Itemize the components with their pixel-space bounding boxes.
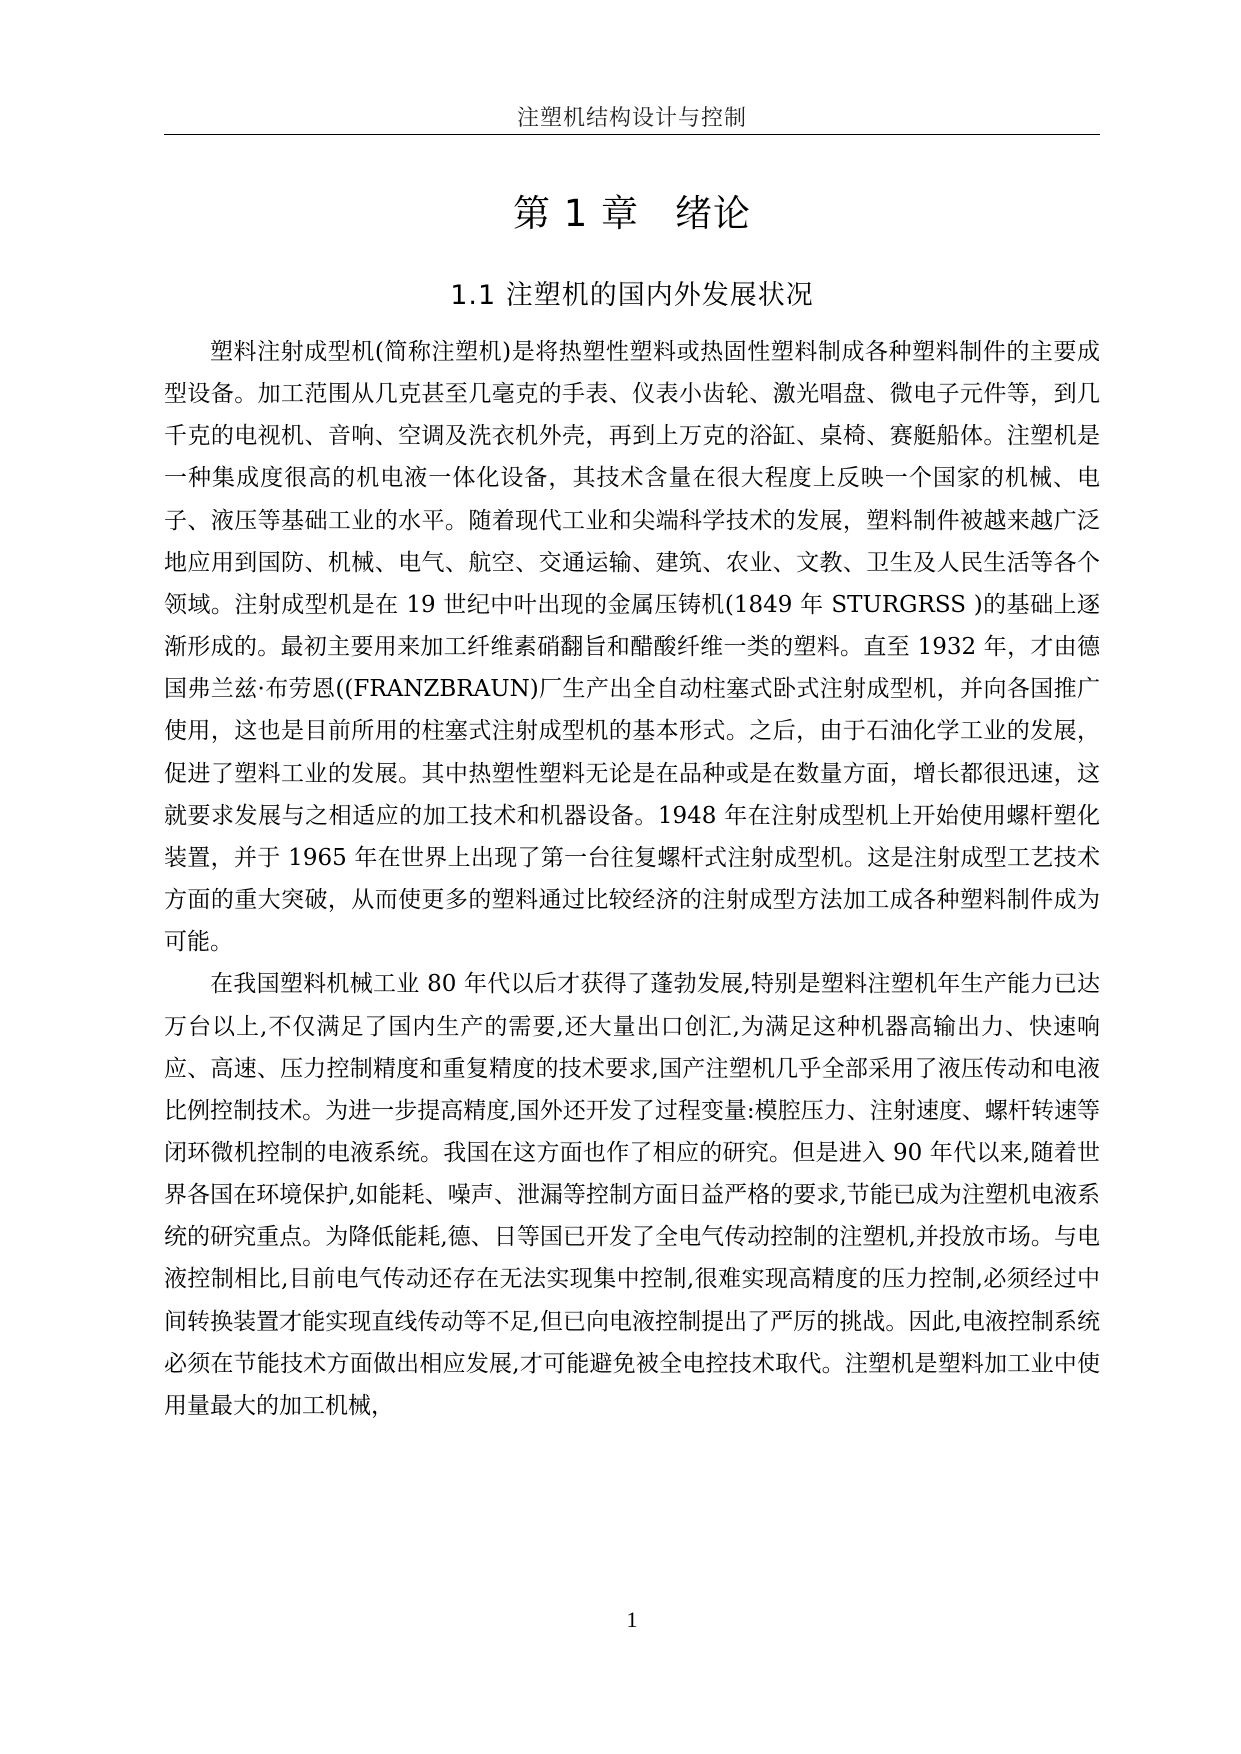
running-header: 注塑机结构设计与控制 xyxy=(516,106,747,131)
chapter-name: 绪论 xyxy=(675,192,752,235)
section-title: 1.1 注塑机的国内外发展状况 xyxy=(450,280,814,311)
paragraph: 在我国塑料机械工业 80 年代以后才获得了蓬勃发展,特别是塑料注塑机年生产能力已达万台以上,不仅满足了国内生产的需要,还大量出口创汇,为满足这种机器高输出力、快速响应、高速、压力控制精度和重复精度的技术要求,国产注塑机几乎全部采用了液压传动和电液比例控制技术。为进一步提高精度,国外还开发了过程变量:模腔压力、注射速度、螺杆转速等闭环微机控制的电液系统。我国在这方面也作了相应的研究。但是进入 90 年代以来,随着世界各国在环境保护,如能耗、噪声、泄漏等控制方面日益严格的要求,节能已成为注塑机电液系统的研究重点。为降低能耗,德、日等国已开发了全电气传动控制的注塑机,并投放市场。与电液控制相比,目前电气传动还存在无法实现集中控制,很难实现高精度的压力控制,必须经过中间转换装置才能实现直线传动等不足,但已向电液控制提出了严厉的挑战。因此,电液控制系统必须在节能技术方面做出相应发展,才可能避免被全电控技术取代。注塑机是塑料加工业中使用量最大的加工机械， xyxy=(164,971,1100,1419)
header-rule xyxy=(164,134,1100,135)
chapter-title xyxy=(164,190,1100,238)
paragraph: 塑料注射成型机(简称注塑机)是将热塑性塑料或热固性塑料制成各种塑料制件的主要成型设备。加工范围从几克甚至几毫克的手表、仪表小齿轮、激光唱盘、微电子元件等，到几千克的电视机、音响、空调及洗衣机外壳，再到上万克的浴缸、桌椅、赛艇船体。注塑机是一种集成度很高的机电液一体化设备，其技术含量在很大程度上反映一个国家的机械、电子、液压等基础工业的水平。随着现代工业和尖端科学技术的发展，塑料制件被越来越广泛地应用到国防、机械、电气、航空、交通运输、建筑、农业、文教、卫生及人民生活等各个领域。注射成型机是在 19 世纪中叶出现的金属压铸机(1849 年 STURGRSS )的基础上逐渐形成的。最初主要用来加工纤维素硝翻旨和醋酸纤维一类的塑料。直至 1932 年，才由德国弗兰兹·布劳恩((FRANZBRAUN)厂生产出全自动柱塞式卧式注射成型机，并向各国推广使用，这也是目前所用的柱塞式注射成型机的基本形式。之后，由于石油化学工业的发展，促进了塑料工业的发展。其中热塑性塑料无论是在品种或是在数量方面，增长都很迅速，这就要求发展与之相适应的加工技术和机器设备。1948 年在注射成型机上开始使用螺杆塑化装置，并于 1965 年在世界上出现了第一台往复螺杆式注射成型机。这是注射成型工艺技术方面的重大突破，从而使更多的塑料通过比较经济的注射成型方法加工成各种塑料制件成为可能。 xyxy=(164,339,1100,956)
chapter-number: 第 1 章 xyxy=(512,192,640,235)
body-text xyxy=(164,331,1100,1427)
page-number: 1 xyxy=(626,1607,638,1632)
